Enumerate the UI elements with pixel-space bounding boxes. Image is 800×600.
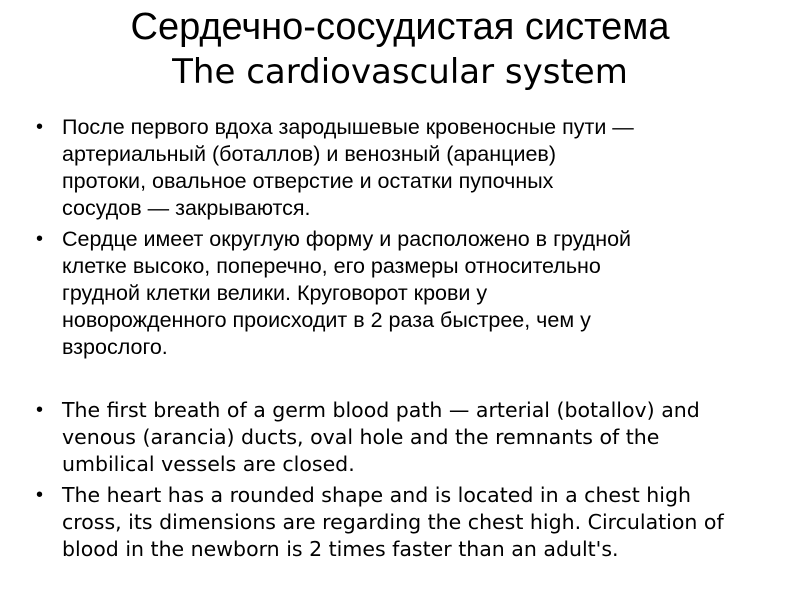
text-line: взрослого.: [62, 335, 168, 359]
bullet-marker: •: [36, 116, 44, 138]
text-line: cross, its dimensions are regarding the chest high. Circulation of: [62, 510, 724, 534]
text-line: новорожденного происходит в 2 раза быстрее, чем у: [62, 308, 591, 332]
text-line: The heart has a rounded shape and is located in a chest high: [62, 483, 691, 507]
bullet-marker: •: [36, 228, 44, 250]
text-line: The first breath of a germ blood path — arterial (botallov) and: [62, 398, 700, 422]
text-line: После первого вдоха зародышевые кровеносные пути —: [62, 115, 634, 139]
text-line: протоки, овальное отверстие и остатки пупочных: [62, 169, 554, 193]
text-line: сосудов — закрываются.: [62, 196, 311, 220]
bullet-marker: •: [36, 399, 44, 421]
text-line: клетке высоко, поперечно, его размеры относительно: [62, 254, 601, 278]
bullet-marker: •: [36, 484, 44, 506]
text-line: umbilical vessels are closed.: [62, 452, 355, 476]
slide-title-english: The cardiovascular system: [172, 52, 628, 92]
text-line: грудной клетки велики. Круговорот крови у: [62, 281, 488, 305]
text-line: Сердце имеет округлую форму и расположено в грудной: [62, 227, 632, 251]
text-line: артериальный (боталлов) и венозный (аранциев): [62, 142, 556, 166]
text-line: venous (arancia) ducts, oval hole and the remnants of the: [62, 425, 660, 449]
slide-title-russian: Сердечно-сосудистая система: [130, 6, 670, 48]
text-line: blood in the newborn is 2 times faster than an adult's.: [62, 537, 619, 561]
